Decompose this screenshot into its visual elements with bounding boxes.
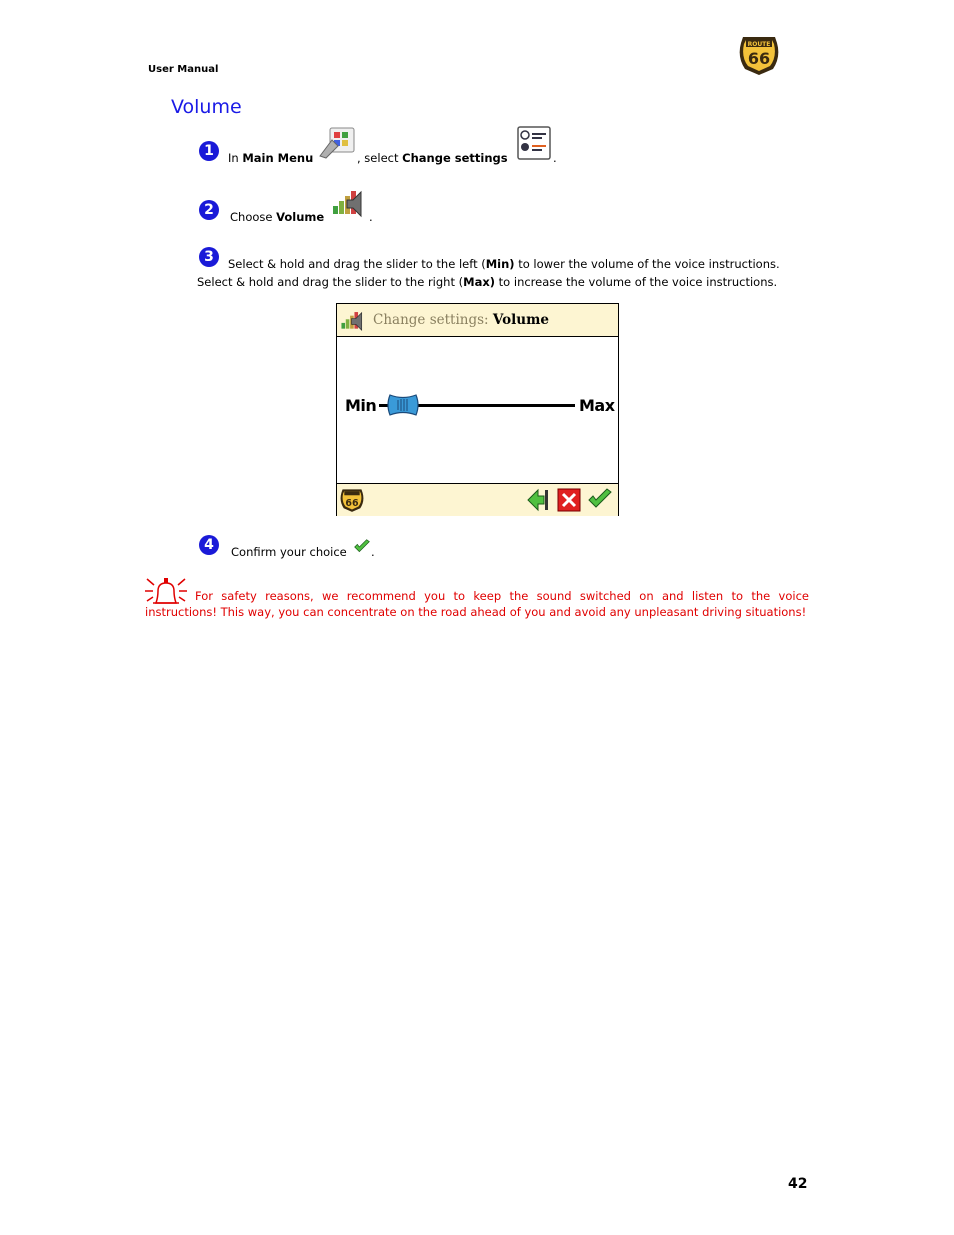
- step-4-text: Confirm your choice: [231, 545, 347, 559]
- step-3-text-line2: Select & hold and drag the slider to the right (Max) to increase the volume of the voice instructions.: [197, 275, 778, 289]
- cancel-icon[interactable]: [557, 488, 581, 512]
- device-bottom-bar: [337, 483, 618, 516]
- step-2-text: Choose Volume: [230, 210, 325, 224]
- step-number-3: 3: [199, 247, 219, 267]
- step-4-period: .: [371, 545, 375, 559]
- step-number-4: 4: [199, 535, 219, 555]
- slider-max-label: Max: [579, 396, 615, 415]
- step-1-text: In Main Menu: [228, 151, 314, 165]
- step-number-2: 2: [199, 200, 219, 220]
- confirm-check-icon: [352, 539, 372, 555]
- step-2-period: .: [369, 210, 373, 224]
- step-1-period: .: [553, 151, 557, 165]
- logo-number: 66: [747, 49, 771, 68]
- device-title: Change settings: Volume: [373, 312, 549, 328]
- section-title: Volume: [171, 96, 242, 118]
- device-title-bar: [337, 304, 618, 337]
- route66-logo: [737, 33, 781, 77]
- step-number-1: 1: [199, 141, 219, 161]
- route66-small-icon[interactable]: [339, 487, 365, 513]
- step-1-text-b: , select Change settings: [357, 151, 508, 165]
- confirm-check-icon[interactable]: [587, 488, 613, 512]
- main-menu-icon: [318, 126, 356, 160]
- change-settings-icon: [516, 126, 552, 162]
- step-3-text: Select & hold and drag the slider to the left (Min) to lower the volume of the voice instructions.: [228, 257, 780, 271]
- logo-top-text: ROUTE: [747, 41, 771, 48]
- volume-icon: [340, 308, 366, 332]
- slider-min-label: Min: [345, 396, 377, 415]
- device-screenshot: [336, 303, 619, 516]
- svg-text:66: 66: [345, 497, 359, 509]
- volume-icon: [331, 186, 367, 218]
- volume-slider-thumb[interactable]: [386, 394, 420, 416]
- safety-warning: For safety reasons, we recommend you to keep the sound switched on and listen to the voice instructions! This way, you can concentrate on the road ahead of you and avoid any unpleasant driving situations!: [145, 589, 809, 619]
- back-arrow-icon[interactable]: [526, 488, 550, 512]
- page-number: 42: [788, 1176, 808, 1192]
- header-label: User Manual: [148, 64, 219, 75]
